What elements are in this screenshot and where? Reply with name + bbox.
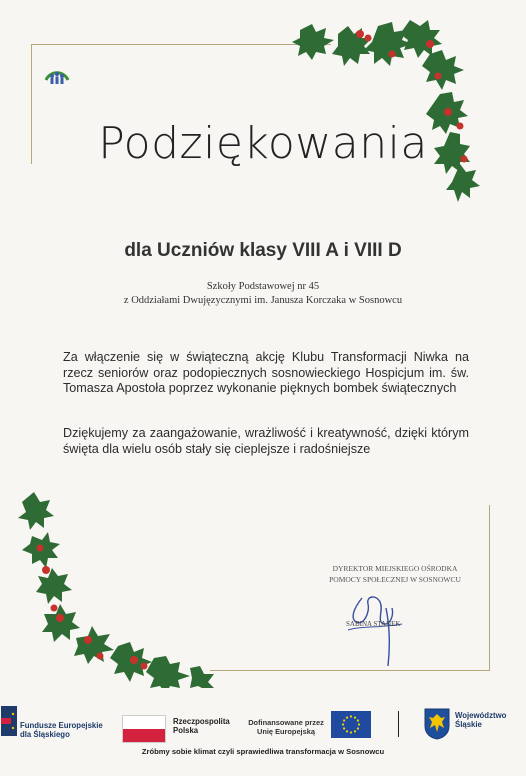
silesia-line2: Śląskie (455, 720, 482, 729)
holly-bottom-left-decoration (14, 488, 224, 688)
poland-label (173, 717, 230, 735)
poland-line1: Rzeczpospolita (173, 717, 230, 726)
school-logo-icon (40, 56, 74, 90)
eu-line1: Dofinansowane przez (248, 718, 324, 727)
european-funds-line1: Fundusze Europejskie (20, 721, 103, 730)
frame-bottom-line (210, 670, 490, 671)
silesia-label (455, 711, 506, 729)
body-paragraph-2: Dziękujemy za zaangażowanie, wrażliwość i kreatywność, dzięki którym święta dla wielu osób stały się cieplejsze i radośniejsze (63, 426, 469, 456)
holly-top-right-decoration (290, 14, 490, 210)
body-paragraph-1: Za włączenie się w świąteczną akcję Klubu Transformacji Niwka na rzecz seniorów oraz podopiecznych sosnowieckiego Hospicjum im. św. Tomasza Apostoła poprzez wykonanie pięknych bombek świątecznych (63, 350, 469, 395)
eu-flag-icon (331, 711, 371, 738)
european-funds-label (20, 721, 103, 739)
signature-title-line1: DYREKTOR MIEJSKIEGO OŚRODKA (332, 564, 458, 573)
school-name-line1: Szkoły Podstawowej nr 45 (206, 281, 320, 292)
silesia-crest-icon (424, 708, 450, 740)
footer-slogan: Zróbmy sobie klimat czyli sprawiedliwa transformacja w Sosnowcu (141, 747, 385, 756)
footer-divider (398, 711, 399, 737)
frame-right-line (489, 505, 490, 670)
eu-line2: Unię Europejską (257, 727, 315, 736)
signature-title-line2: POMOCY SPOŁECZNEJ W SOSNOWCU (329, 575, 461, 584)
school-name-line2: z Oddziałami Dwujęzycznymi im. Janusza Korczaka w Sosnowcu (123, 295, 403, 306)
european-funds-line2: dla Śląskiego (20, 730, 70, 739)
poland-flag-icon (122, 715, 166, 743)
certificate-title: Podziękowania (98, 118, 428, 169)
signatory-name: SABINA STANEK (346, 620, 401, 628)
certificate-subtitle: dla Uczniów klasy VIII A i VIII D (124, 240, 402, 261)
frame-top-line (31, 44, 331, 45)
european-funds-logo-icon (1, 706, 17, 736)
poland-line2: Polska (173, 726, 199, 735)
eu-cofinanced-label (245, 718, 327, 736)
silesia-line1: Województwo (455, 711, 507, 720)
